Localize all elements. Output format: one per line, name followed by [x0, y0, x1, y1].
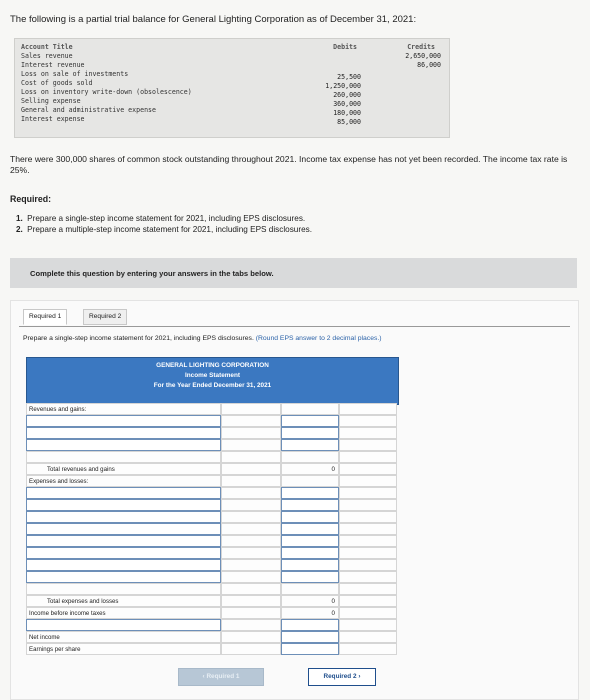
- expenses-label: Expenses and losses:: [26, 475, 221, 487]
- expense-account-input[interactable]: [26, 499, 221, 511]
- expense-amount-input[interactable]: [281, 523, 339, 535]
- cell: [221, 547, 281, 559]
- shares-note: There were 300,000 shares of common stock outstanding throughout 2021. Income tax expense has not yet been recorded. The income tax rate is 25%.: [10, 154, 568, 175]
- trial-row-credit: 86,000: [417, 61, 441, 69]
- statement-row: [26, 559, 397, 571]
- cell: [221, 535, 281, 547]
- trial-row-account: Sales revenue: [21, 52, 73, 60]
- statement-title: Income Statement: [184, 372, 241, 379]
- statement-row: [26, 403, 397, 415]
- net-income-input[interactable]: [281, 631, 339, 643]
- cell: [281, 451, 339, 463]
- chevron-right-icon: ›: [358, 673, 361, 680]
- trial-row-account: Selling expense: [21, 97, 81, 105]
- col-header-credits: Credits: [407, 43, 435, 51]
- expense-amount-input[interactable]: [281, 535, 339, 547]
- statement-period: For the Year Ended December 31, 2021: [153, 382, 272, 389]
- prev-tab-button[interactable]: [178, 668, 264, 686]
- statement-row: [26, 583, 397, 595]
- trial-row-account: Interest expense: [21, 115, 85, 123]
- task-prompt: [23, 335, 382, 342]
- cell: [339, 631, 397, 643]
- cell: [221, 619, 281, 631]
- cell: [221, 607, 281, 619]
- eps-label: Earnings per share: [26, 643, 221, 655]
- expense-account-input[interactable]: [26, 547, 221, 559]
- cell: [221, 475, 281, 487]
- cell: [221, 415, 281, 427]
- eps-input[interactable]: [281, 643, 339, 655]
- col-header-debits: Debits: [333, 43, 357, 51]
- cell: [339, 523, 397, 535]
- cell: [339, 583, 397, 595]
- chevron-left-icon: ‹: [202, 673, 205, 680]
- statement-row: [26, 631, 397, 643]
- cell: [339, 451, 397, 463]
- cell: [339, 427, 397, 439]
- net-income-label: Net income: [26, 631, 221, 643]
- statement-row: [26, 535, 397, 547]
- revenue-amount-input[interactable]: [281, 427, 339, 439]
- statement-row: [26, 643, 397, 655]
- required-item-number: 2.: [16, 225, 23, 235]
- cell: [221, 583, 281, 595]
- trial-balance-table: [14, 38, 450, 138]
- revenue-amount-input[interactable]: [281, 415, 339, 427]
- cell: [339, 607, 397, 619]
- expense-account-input[interactable]: [26, 487, 221, 499]
- cell: [221, 487, 281, 499]
- company-name: GENERAL LIGHTING CORPORATION: [156, 362, 269, 369]
- instruction-banner: [10, 258, 577, 288]
- intro-text: The following is a partial trial balance for General Lighting Corporation as of December 31, 2021:: [10, 14, 417, 25]
- cell: [339, 619, 397, 631]
- answer-panel: [10, 300, 579, 700]
- cell: [339, 487, 397, 499]
- revenues-label: Revenues and gains:: [26, 403, 221, 415]
- cell: [281, 403, 339, 415]
- tax-amount-input[interactable]: [281, 619, 339, 631]
- expense-account-input[interactable]: [26, 523, 221, 535]
- cell: [221, 571, 281, 583]
- cell: [221, 427, 281, 439]
- required-title: Required:: [10, 194, 52, 204]
- revenue-account-input[interactable]: [26, 415, 221, 427]
- cell: [221, 511, 281, 523]
- cell: [221, 595, 281, 607]
- rounding-hint: (Round EPS answer to 2 decimal places.): [255, 335, 382, 342]
- task-prompt-text: Prepare a single-step income statement for 2021, including EPS disclosures.: [23, 335, 254, 342]
- cell: [221, 643, 281, 655]
- cell: [221, 559, 281, 571]
- statement-row: [26, 499, 397, 511]
- statement-row: [26, 439, 397, 451]
- statement-row: [26, 595, 397, 607]
- total-revenues-value: 0: [281, 463, 339, 475]
- cell: [339, 595, 397, 607]
- expense-amount-input[interactable]: [281, 487, 339, 499]
- cell: [339, 535, 397, 547]
- trial-row-debit: 25,500: [337, 73, 361, 81]
- cell: [339, 559, 397, 571]
- revenue-account-input[interactable]: [26, 439, 221, 451]
- trial-row-account: Loss on sale of investments: [21, 70, 129, 78]
- cell: [339, 511, 397, 523]
- expense-account-input[interactable]: [26, 511, 221, 523]
- tab-required-2[interactable]: Required 2: [83, 309, 127, 325]
- required-item: [16, 224, 312, 235]
- expense-amount-input[interactable]: [281, 511, 339, 523]
- statement-row: [26, 487, 397, 499]
- cell: [339, 475, 397, 487]
- next-tab-label: Required 2: [323, 673, 357, 680]
- cell: [221, 451, 281, 463]
- statement-row: [26, 463, 397, 475]
- tab-divider: [19, 326, 570, 327]
- trial-row-debit: 360,000: [333, 100, 361, 108]
- expense-account-input[interactable]: [26, 559, 221, 571]
- cell: [281, 475, 339, 487]
- cell: [221, 499, 281, 511]
- instruction-banner-text: Complete this question by entering your answers in the tabs below.: [30, 269, 274, 278]
- cell: [221, 523, 281, 535]
- total-revenues-label: Total revenues and gains: [26, 463, 221, 475]
- cell: [26, 451, 221, 463]
- cell: [221, 403, 281, 415]
- expense-amount-input[interactable]: [281, 559, 339, 571]
- statement-row: [26, 523, 397, 535]
- required-item-text: Prepare a single-step income statement for 2021, including EPS disclosures.: [27, 214, 306, 223]
- statement-row: [26, 607, 397, 619]
- required-item-number: 1.: [16, 214, 23, 223]
- trial-row-debit: 260,000: [333, 91, 361, 99]
- cell: [221, 439, 281, 451]
- total-expenses-label: Total expenses and losses: [26, 595, 221, 607]
- tab-required-1[interactable]: Required 1: [23, 309, 67, 325]
- trial-row-account: Cost of goods sold: [21, 79, 93, 87]
- required-item-text: Prepare a multiple-step income statement for 2021, including EPS disclosures.: [27, 225, 313, 235]
- income-before-taxes-value: 0: [281, 607, 339, 619]
- trial-row-debit: 180,000: [333, 109, 361, 117]
- trial-row-account: Interest revenue: [21, 61, 85, 69]
- cell: [339, 403, 397, 415]
- total-expenses-value: 0: [281, 595, 339, 607]
- cell: [339, 439, 397, 451]
- trial-row-debit: 85,000: [337, 118, 361, 126]
- prev-tab-label: Required 1: [206, 673, 240, 680]
- statement-row: [26, 511, 397, 523]
- expense-account-input[interactable]: [26, 535, 221, 547]
- trial-row-account: Loss on inventory write-down (obsolescence): [21, 88, 192, 96]
- cell: [339, 571, 397, 583]
- expense-amount-input[interactable]: [281, 571, 339, 583]
- revenue-amount-input[interactable]: [281, 439, 339, 451]
- expense-amount-input[interactable]: [281, 499, 339, 511]
- trial-row-debit: 1,250,000: [325, 82, 361, 90]
- cell: [339, 547, 397, 559]
- income-before-taxes-label: Income before income taxes: [26, 607, 221, 619]
- statement-row: [26, 415, 397, 427]
- cell: [221, 463, 281, 475]
- tax-account-input[interactable]: [26, 619, 221, 631]
- statement-row: [26, 547, 397, 559]
- required-list: [16, 213, 312, 235]
- cell: [26, 583, 221, 595]
- cell: [339, 463, 397, 475]
- revenue-account-input[interactable]: [26, 427, 221, 439]
- next-tab-button[interactable]: [308, 668, 376, 686]
- cell: [221, 631, 281, 643]
- col-header-account: Account Title: [21, 43, 73, 51]
- statement-row: [26, 475, 397, 487]
- cell: [339, 415, 397, 427]
- trial-row-account: General and administrative expense: [21, 106, 156, 114]
- cell: [281, 583, 339, 595]
- statement-row: [26, 451, 397, 463]
- cell: [339, 499, 397, 511]
- trial-row-credit: 2,650,000: [405, 52, 441, 60]
- statement-row: [26, 619, 397, 631]
- cell: [339, 643, 397, 655]
- required-item: [16, 213, 312, 224]
- expense-amount-input[interactable]: [281, 547, 339, 559]
- statement-header: [26, 357, 399, 405]
- statement-row: [26, 571, 397, 583]
- expense-account-input[interactable]: [26, 571, 221, 583]
- statement-row: [26, 427, 397, 439]
